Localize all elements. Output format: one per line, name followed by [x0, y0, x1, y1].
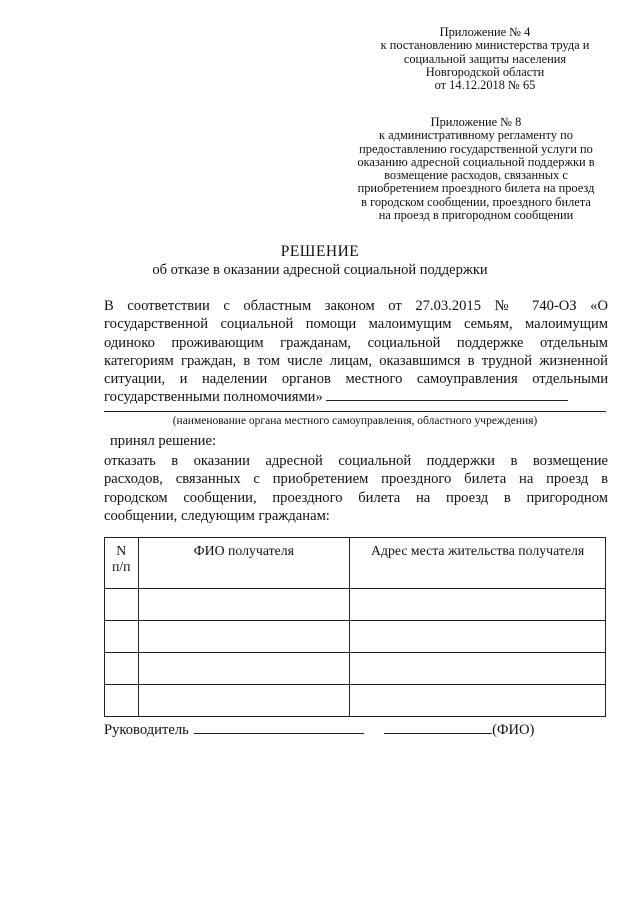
org-name-line[interactable] — [104, 411, 606, 412]
paragraph-line: В соответствии с областным законом от 27.03.2015 № 740-ОЗ «О — [104, 298, 608, 314]
table-header-row — [105, 538, 606, 589]
cell-name[interactable] — [138, 589, 350, 621]
paragraph-line: государственной социальной помощи малоимущим семьям, малоимущим — [104, 316, 608, 333]
fio-line[interactable] — [384, 721, 492, 734]
header-number-n: N — [116, 543, 127, 558]
law-paragraph — [104, 297, 608, 407]
paragraph-line: категориям граждан, в том числе лицам, оказавшимся в трудной жизненной — [104, 352, 608, 369]
header-recipient-name: ФИО получателя — [138, 538, 350, 589]
annex-line: возмещение расходов, связанных с — [384, 168, 568, 183]
recipients-table — [104, 537, 606, 717]
table-row — [105, 589, 606, 621]
decision-text: принял решение: — [110, 433, 217, 449]
header-number — [105, 538, 139, 589]
annex-line: Новгородской области — [425, 64, 545, 79]
annex-line: к постановлению министерства труда и — [380, 38, 590, 53]
org-name-blank[interactable] — [326, 388, 568, 401]
annex-line: социальной защиты населения — [403, 51, 567, 66]
paragraph-line: государственными полномочиями» — [104, 389, 323, 406]
cell-name[interactable] — [138, 653, 350, 685]
signature-line[interactable] — [194, 721, 364, 734]
annex-line: приобретением проездного билета на проезд — [357, 181, 595, 196]
document-title: РЕШЕНИЕ — [280, 243, 360, 260]
org-name-caption: (наименование органа местного самоуправления, областного учреждения) — [172, 415, 538, 427]
annex-line: Приложение № 4 — [439, 25, 531, 39]
header-recipient-address: Адрес места жительства получателя — [350, 538, 606, 589]
cell-address[interactable] — [350, 621, 606, 653]
cell-number[interactable] — [105, 685, 139, 717]
cell-address[interactable] — [350, 685, 606, 717]
header-number-pp: п/п — [111, 559, 131, 574]
cell-address[interactable] — [350, 589, 606, 621]
refusal-paragraph — [104, 452, 608, 525]
table-row — [105, 685, 606, 717]
annex-line: на проезд в пригородном сообщении — [378, 208, 574, 223]
cell-number[interactable] — [105, 589, 139, 621]
annex-line: от 14.12.2018 № 65 — [434, 78, 536, 93]
annex-line: оказанию адресной социальной поддержки в — [357, 154, 595, 169]
annex-line: в городском сообщении, проездного билета — [361, 194, 591, 209]
cell-name[interactable] — [138, 621, 350, 653]
cell-name[interactable] — [138, 685, 350, 717]
annex-line: Приложение № 8 — [430, 115, 522, 129]
table-row — [105, 653, 606, 685]
annex-4-header — [360, 26, 610, 92]
paragraph-line: ситуации, и наделении органов местного самоуправления отдельными — [104, 371, 608, 388]
cell-address[interactable] — [350, 653, 606, 685]
paragraph-line-with-blank — [104, 388, 608, 406]
paragraph-line: городском сообщении, проездного билета на проезд в пригородном — [104, 489, 608, 506]
annex-8-header — [338, 116, 614, 222]
annex-line: предоставлению государственной услуги по — [359, 141, 593, 156]
signature-label: Руководитель — [104, 722, 189, 738]
annex-line: к административному регламенту по — [379, 128, 573, 143]
cell-number[interactable] — [105, 621, 139, 653]
paragraph-line: сообщении, следующим гражданам: — [104, 507, 330, 524]
signature-block — [104, 721, 534, 739]
table-row — [105, 621, 606, 653]
paragraph-line: расходов, связанных с приобретением проездного билета на проезд в — [104, 471, 608, 488]
cell-number[interactable] — [105, 653, 139, 685]
paragraph-line: отказать в оказании адресной социальной поддержки в возмещение — [104, 453, 608, 469]
fio-label: (ФИО) — [492, 722, 535, 738]
document-subtitle: об отказе в оказании адресной социальной поддержки — [152, 262, 488, 278]
paragraph-line: одиноко проживающим гражданам, социальной поддержке отдельным — [104, 334, 608, 351]
